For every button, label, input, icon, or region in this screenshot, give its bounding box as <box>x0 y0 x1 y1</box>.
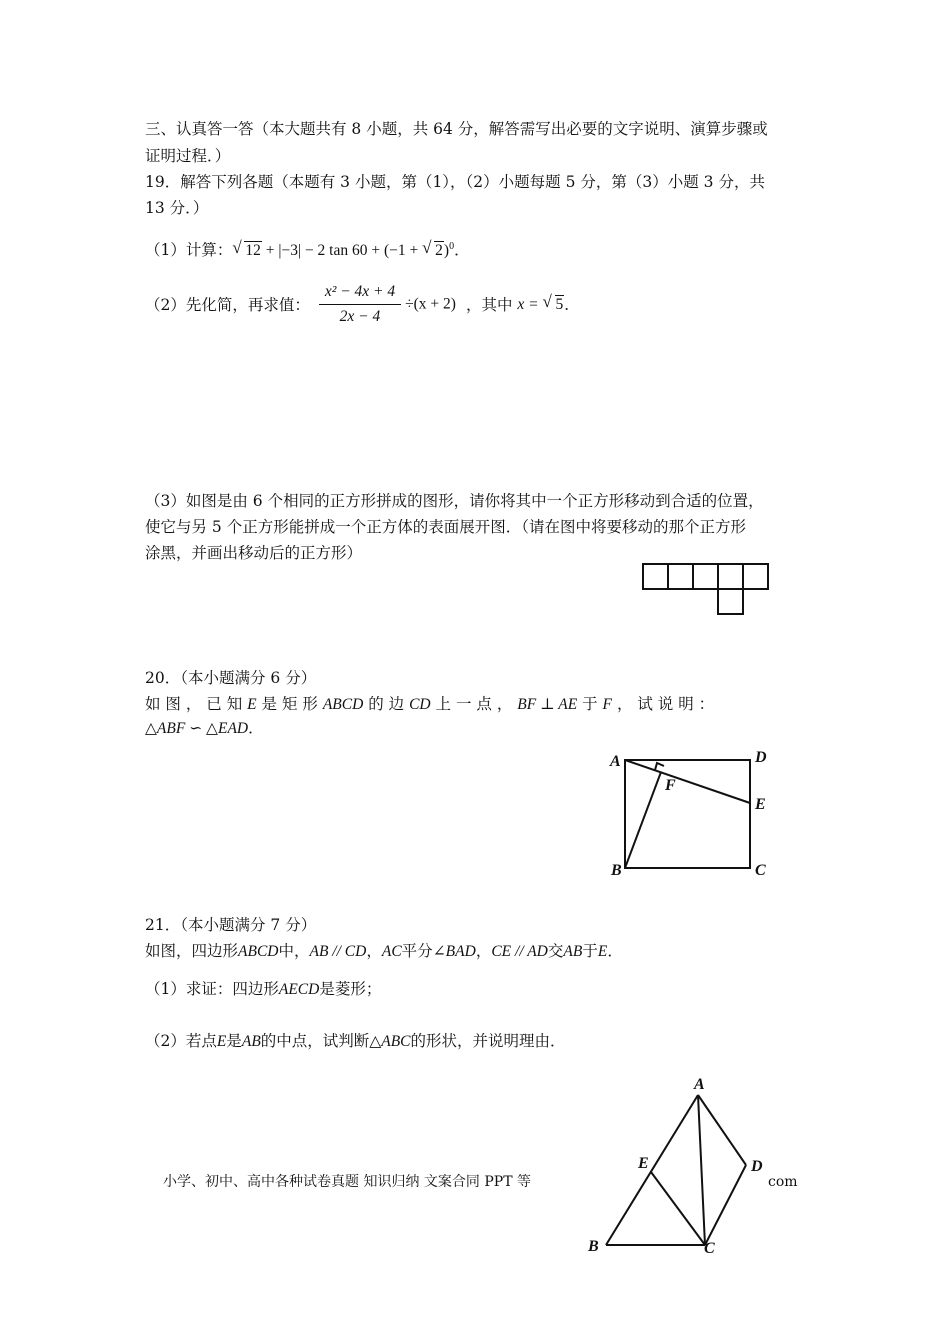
q19-header-line2: 13 分．） <box>145 199 209 217</box>
label-d: D <box>755 749 767 766</box>
q19-part3-line1: （3）如图是由 6 个相同的正方形拼成的图形，请你将其中一个正方形移动到合适的位置， <box>145 492 764 510</box>
segment-ae <box>625 760 750 803</box>
label-a: A <box>610 753 621 770</box>
label-c: C <box>704 1240 715 1257</box>
label-e: E <box>638 1155 649 1172</box>
q21-quadrilateral-figure <box>580 1075 770 1265</box>
q20-line1: 如 图 ， 已 知 E 是 矩 形 ABCD 的 边 CD 上 一 点 ， BF ⊥ AE 于 F ， 试 说 明 ： <box>145 695 715 713</box>
segment-bf <box>625 772 661 868</box>
label-c: C <box>755 862 766 879</box>
net-square-1 <box>643 564 668 589</box>
label-d: D <box>751 1158 763 1175</box>
cube-net-figure <box>640 562 780 618</box>
footer-suffix: com <box>768 1174 798 1190</box>
net-square-5 <box>743 564 768 589</box>
q19-part1-label: （1）计算： <box>145 241 233 260</box>
q19-header-line1: 19．解答下列各题（本题有 3 小题，第（1），（2）小题每题 5 分，第（3）小题 3 分，共 <box>145 173 765 191</box>
q21-part1: （1）求证：四边形AECD是菱形； <box>145 980 382 998</box>
q20-line2: △ABF ∽ △EAD． <box>145 719 264 737</box>
label-f: F <box>665 777 676 794</box>
section-title-line1: 三、认真答一答（本大题共有 8 小题，共 64 分，解答需写出必要的文字说明、演算步骤或 <box>145 120 768 138</box>
net-square-6 <box>718 589 743 614</box>
q19-part2-divisor: ÷(x + 2) <box>405 295 456 313</box>
q19-part3-line2: 使它与另 5 个正方形能拼成一个正方体的表面展开图．（请在图中将要移动的那个正方形 <box>145 518 746 536</box>
q21-part2: （2）若点E是AB的中点，试判断△ABC的形状，并说明理由． <box>145 1032 566 1050</box>
net-square-4 <box>718 564 743 589</box>
segment-ac <box>698 1095 705 1245</box>
q19-part2-fraction: $\frac{\text{x² − 4x + 4}}{2x - 4}$ <box>319 282 401 327</box>
q19-part2-label: （2）先化简，再求值： <box>145 295 310 314</box>
q19-part1-expression: √ 12 + |−3| − 2 tan 60 + (−1 + √ 2)$^0$ <box>232 242 454 259</box>
q19-part1: （1）计算：√ 12 + |−3| − 2 tan 60 + (−1 + √ 2)$^0$． <box>145 236 470 262</box>
label-a: A <box>694 1076 705 1093</box>
section-title-line2: 证明过程．） <box>145 147 231 165</box>
q21-line1: 如图，四边形ABCD中，AB // CD，AC平分∠BAD，CE // AD交AB于E． <box>145 942 623 960</box>
label-b: B <box>611 862 622 879</box>
segment-ad <box>698 1095 746 1165</box>
right-angle-mark <box>655 763 664 770</box>
footer-text: 小学、初中、高中各种试卷真题 知识归纳 文案合同 PPT 等 <box>163 1174 531 1190</box>
label-e: E <box>755 796 766 813</box>
net-square-2 <box>668 564 693 589</box>
rectangle-abcd <box>625 760 750 868</box>
q21-header: 21．（本小题满分 7 分） <box>145 916 317 934</box>
segment-ec <box>651 1172 705 1245</box>
segment-ab <box>606 1095 698 1245</box>
q19-part2-value: x = √ 5 <box>517 296 564 313</box>
q19-part3-line3: 涂黑，并画出移动后的正方形） <box>145 544 363 562</box>
q19-part2: （2）先化简，再求值： $\frac{\text{x² − 4x + 4}}{2x - 4}$ ÷(x + 2) ，其中 x = √ 5． <box>145 282 580 327</box>
net-square-3 <box>693 564 718 589</box>
q20-header: 20．（本小题满分 6 分） <box>145 669 317 687</box>
segment-dc <box>705 1165 746 1245</box>
label-b: B <box>588 1238 599 1255</box>
q20-rectangle-figure <box>605 745 780 885</box>
